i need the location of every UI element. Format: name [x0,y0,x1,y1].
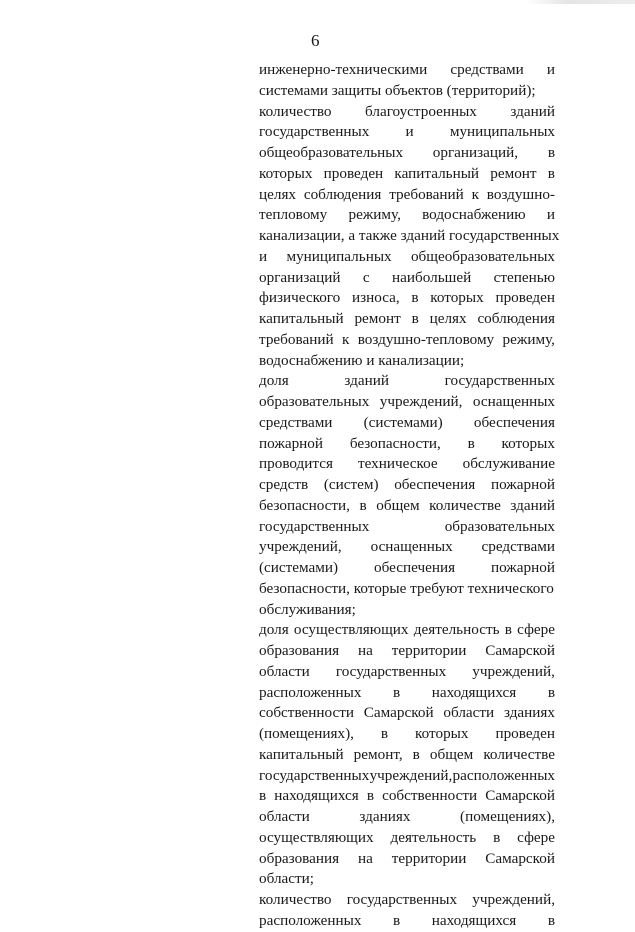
word: сфере [517,621,555,639]
word: расположенных [452,766,555,784]
word: в [547,144,555,161]
word: в [547,164,555,182]
word: расположенных [259,911,362,929]
text-line [259,226,560,247]
word: ремонт, [353,745,403,763]
word: с [362,268,370,286]
word: воздушно- [486,185,555,203]
word: проводится [259,455,333,473]
word: находящихся [431,911,517,929]
text-line [259,434,555,455]
word: физического [259,289,341,307]
word: обслуживание [462,455,555,473]
word: государственных [346,891,458,908]
word: пожарной [490,476,555,493]
word: степенью [493,268,555,286]
word: в [393,911,401,929]
word: территории [391,642,467,659]
word: организаций, [432,144,519,161]
word: целях [259,185,297,203]
word: (системами) [363,413,443,431]
text-line [259,849,555,870]
word: износа, [351,289,400,307]
text-line [259,351,555,372]
text-line [259,911,555,932]
word: области; [259,870,314,888]
text-line [259,330,555,351]
word: общем [376,496,420,514]
word: учреждений, [472,891,555,908]
word: ремонт [354,310,401,327]
text-line [259,288,555,309]
text-line [259,517,555,538]
text-line [259,620,555,641]
word: в [393,683,401,701]
word: соблюдения [477,310,555,327]
word: обеспечения [473,413,555,431]
word: государственных [259,766,370,784]
word: средствами [259,413,333,431]
word: количестве [429,496,501,514]
word: государственных [335,662,447,680]
word: целях [429,310,467,327]
word: тепловому [259,206,328,224]
word: средствами [481,538,555,556]
text-line [259,807,555,828]
word: требований [389,185,464,203]
word: средствами [450,61,524,78]
word: доля [259,621,289,639]
text-line [259,475,555,496]
word: учреждений, [259,538,342,556]
word: которых [430,289,484,307]
word: количество [259,891,332,908]
word: безопасности, которые требуют технического [259,579,554,597]
word: которых [415,725,469,742]
word: в [411,310,419,327]
word: в [366,787,374,805]
word: государственных [444,372,555,390]
word: к [471,185,479,203]
text-line [259,890,555,911]
word: учреждений, [369,766,453,784]
text-line [259,102,555,123]
word: муниципальных [286,247,392,265]
word: Самарской [363,704,434,722]
word: области [443,704,495,722]
word: и [259,247,268,265]
word: образования [259,642,340,659]
word: и [546,61,555,78]
word: в [259,787,267,805]
text-line [259,496,555,517]
word: находящихся [431,683,517,701]
word: капитальный [259,745,344,763]
text-line [259,724,555,745]
word: расположенных [259,683,362,701]
text-line [259,143,555,164]
word: сфере [517,828,555,846]
text-line [259,122,555,143]
text-line [259,662,555,683]
text-line [259,247,555,268]
word: образовательных [259,393,370,410]
word: требований [259,330,334,348]
word: безопасности, [349,434,441,452]
word: режиму, [348,206,401,224]
text-line [259,268,555,289]
word: соблюдения [303,185,382,203]
text-line [259,683,555,704]
word: муниципальных [449,123,555,141]
word: зданиях [359,808,411,825]
text-line [259,537,555,558]
word: канализации, а также зданий государственных [259,227,560,244]
word: на [358,849,373,867]
word: капитальный [259,310,344,327]
word: наибольшей [392,268,472,286]
word: (помещениях), [460,808,555,825]
text-line [259,558,555,579]
word: которых [501,434,555,452]
word: осуществляющих [259,828,374,846]
text-line [259,786,555,807]
word: обеспечения [394,476,476,493]
word: инженерно-техническими [259,61,428,78]
word: государственных [259,123,370,141]
word: оснащенных [370,538,453,556]
word: образовательных [444,517,555,535]
word: которых [259,164,313,182]
word: в [359,496,367,514]
word: Самарской [485,849,555,867]
word: проведен [495,725,555,742]
body-text [259,60,560,932]
word: зданий [510,102,555,120]
text-line [259,164,555,185]
word: в [412,745,420,763]
word: оснащенных [472,393,555,410]
word: режиму, [502,330,555,348]
word: образования [259,849,340,867]
word: обеспечения [373,559,456,576]
word: воздушно-тепловому [357,330,495,348]
word: общеобразовательных [259,144,404,161]
word: доля [259,372,289,390]
word: капитальный [394,164,480,182]
word: в [411,289,419,307]
word: системами защиты объектов (территорий); [259,81,536,99]
word: области [259,808,310,825]
word: в [504,621,512,639]
word: проведен [495,289,555,307]
text-line [259,766,555,787]
word: количестве [483,745,555,763]
word: на [358,642,373,659]
text-line [259,309,555,330]
word: деятельность [390,828,477,846]
word: водоснабжению [422,206,526,224]
text-line [259,371,555,392]
word: зданий [344,372,389,390]
text-line [259,641,555,662]
text-line [259,600,555,621]
word: Самарской [485,642,555,659]
word: находящихся [274,787,359,805]
word: ремонт [490,164,537,182]
text-line [259,703,555,724]
word: (системами) [259,559,339,576]
word: осуществляющих [293,621,409,639]
word: пожарной [259,434,324,452]
word: области [259,662,310,680]
word: (систем) [323,476,379,493]
text-line [259,413,555,434]
text-line [259,205,555,226]
word: обслуживания; [259,600,356,618]
word: в [467,434,475,452]
text-line [259,745,555,766]
scan-artifact [525,0,635,4]
text-line [259,81,555,102]
text-line [259,60,555,81]
word: общем [429,745,474,763]
word: техническое [357,455,438,473]
word: благоустроенных [365,102,477,120]
text-line [259,579,555,600]
word: территории [391,849,467,867]
word: в [547,911,555,929]
word: учреждений, [472,662,555,680]
word: водоснабжению и канализации; [259,351,465,369]
word: средств [259,476,309,493]
word: деятельность [413,621,500,639]
word: в [380,725,389,742]
word: (помещениях), [259,725,354,742]
word: собственности [382,787,478,805]
word: к [341,330,350,348]
word: безопасности, [259,496,350,514]
text-line [259,869,555,890]
text-line [259,185,555,206]
word: учреждений, [379,393,463,410]
word: в [547,683,555,701]
word: пожарной [490,559,555,576]
text-line [259,392,555,413]
text-line [259,828,555,849]
word: организаций [259,268,341,286]
word: и [405,123,414,141]
word: и [546,206,555,224]
text-line [259,454,555,475]
word: зданиях [503,704,555,722]
word: проведен [323,164,384,182]
word: собственности [259,704,354,722]
word: государственных [259,517,370,535]
word: количество [259,102,332,120]
word: Самарской [485,787,555,805]
word: в [493,828,501,846]
page-number: 6 [311,31,320,50]
word: зданий [510,496,555,514]
word: общеобразовательных [410,247,555,265]
